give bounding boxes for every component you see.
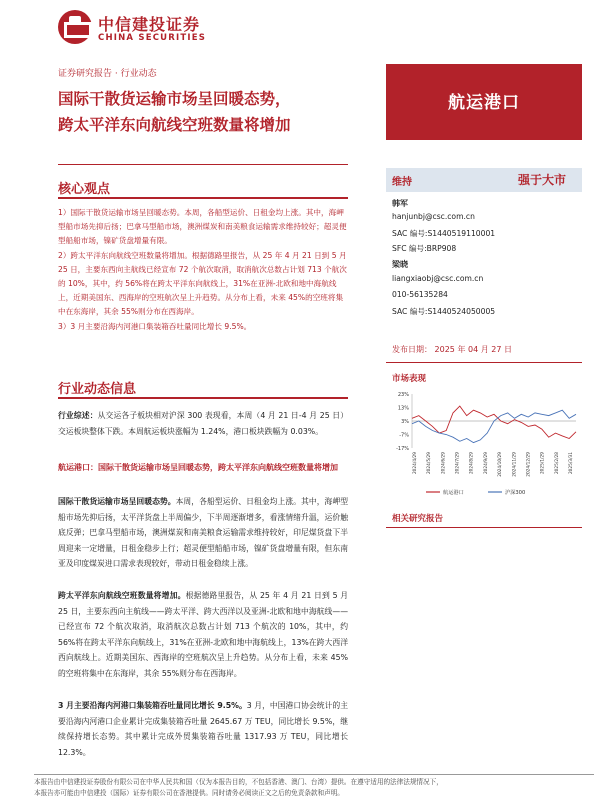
title-divider: [58, 164, 348, 165]
core-point-2: 2）跨太平洋东向航线空班数量将增加。根据德路里报告，从 25 年 4 月 21 日到 5 月 25 日，主要东西向主航线已经宣布 72 个航次取消，取消航次总数占计划 713 个航次的 10%，其中，约 56%将在跨太平洋东向航线上，31%在亚洲-北欧和地中海航线上，近期美国东、西海岸的空班航次呈上升趋势。从分布上看，未来 45%的空班将集中在东海岸，其余 55%则分布在西海岸。: [58, 250, 347, 317]
para3-label: 3 月主要沿海内河港口集装箱吞吐量同比增长 9.5%。: [58, 701, 247, 710]
y-tick-label: 13%: [397, 405, 409, 412]
analyst-1-name: 韩军: [392, 199, 408, 208]
publish-date: 发布日期： 2025 年 04 月 27 日: [392, 345, 512, 354]
x-tick-label: 2024/4/29: [413, 452, 418, 475]
title-line-1: 国际干散货运输市场呈回暖态势，: [58, 90, 291, 108]
series-line-1: [412, 406, 576, 438]
brand-name-cn: 中信建投证券: [98, 15, 201, 34]
y-tick-label: 23%: [397, 392, 409, 398]
y-tick-label: -17%: [396, 446, 409, 452]
core-heading: 核心观点: [58, 182, 111, 197]
para2-text: 根据德路里报告，从 25 年 4 月 21 日到 5 月 25 日，主要东西向主航线——跨太平洋、跨大西洋以及亚洲-北欧和地中海航线——已经宣布 72 个航次取消，取消航次总数占计划 713 个航次的 10%，其中，约 56%将在跨太平洋东向航线上，31%在亚洲-北欧和地中海航线上，13%在跨大西洋西向航线上。近期美国东、西海岸的空班航次呈上升趋势。从分布上看，未来 45%的空班将集中在东海岸，其余 55%则分布在西海岸。: [58, 591, 348, 678]
market-title: 市场表现: [392, 374, 427, 384]
para2-label: 跨太平洋东向航线空班数量将增加。: [58, 591, 186, 600]
related-title: 相关研究报告: [392, 514, 444, 524]
footer-line-1: 本报告由中信建投证券股份有限公司在中华人民共和国（仅为本报告目的，不包括香港、澳门、台湾）提供。在遵守适用的法律法规情况下，: [34, 778, 443, 786]
x-tick-label: 2025/3/31: [569, 452, 574, 475]
x-tick-label: 2024/10/29: [498, 452, 504, 477]
legend-label-2: 沪深300: [505, 490, 526, 496]
core-point-1: 1）国际干散货运输市场呈回暖态势。本周，各船型运价、日租金均上涨。其中，海岬型船市场先抑后扬；巴拿马型船市场，澳洲煤炭和南美粮食运输需求维持较好；超灵便型船船市场，镍矿货盘增量有限。: [58, 208, 347, 246]
x-tick-label: 2025/2/28: [554, 452, 560, 475]
x-tick-label: 2025/1/29: [540, 452, 546, 475]
analyst-2-email: liangxiaobj@csc.com.cn: [392, 274, 484, 283]
rating-label: 维持: [392, 177, 412, 188]
x-tick-label: 2024/8/29: [469, 452, 475, 475]
summary-text: 从交运各子板块相对沪深 300 表现看，本周（4 月 21 日-4 月 25 日）交运板块整体下跌。本周航运板块涨幅为 1.24%，港口板块跌幅为 0.03%。: [58, 411, 349, 436]
industry-banner: [386, 64, 582, 140]
series-line-2: [412, 410, 576, 442]
industry-label: 航运港口: [448, 93, 520, 113]
rating-bar: [386, 168, 582, 192]
core-point-3: 3）3 月主要沿海内河港口集装箱吞吐量同比增长 9.5%。: [58, 321, 252, 331]
date-divider: [386, 362, 582, 363]
brand-logo: [58, 10, 218, 48]
analyst-1-sac: SAC 编号:S1440519110001: [392, 229, 496, 238]
x-tick-label: 2024/9/29: [483, 452, 489, 475]
y-tick-label: 3%: [401, 419, 409, 425]
para1-text: 本周，各船型运价、日租金均上涨。其中，海岬型船市场先抑后扬，太平洋货盘上半周偏少，下半周逐渐增多，看涨情绪升温，运价触底反弹；巴拿马型船市场，澳洲煤炭和南美粮食运输需求维持较好，印尼煤货盘下半周迎来一定增量，日租金稳步上行；超灵便型船船市场，镍矿货盘增量有限，但东南亚及印度煤炭进口需求表现较好，带动日租金稳续上涨。: [58, 497, 349, 569]
x-tick-label: 2024/12/29: [526, 452, 532, 477]
summary-paragraph: [58, 408, 348, 439]
news-paragraph-3: [58, 698, 348, 760]
analyst-1-sfc: SFC 编号:BRP908: [392, 244, 457, 253]
x-tick-label: 2024/7/29: [455, 452, 461, 475]
title-line-2: 跨太平洋东向航线空班数量将增加: [58, 116, 291, 134]
x-tick-label: 2024/6/29: [441, 452, 447, 475]
core-divider: [58, 197, 348, 199]
x-tick-label: 2024/11/29: [512, 452, 518, 477]
news-heading: 行业动态信息: [58, 382, 137, 397]
para3-text: 3 月，中国港口协会统计的主要沿海内河港口企业累计完成集装箱吞吐量 2645.67 万 TEU，同比增长 9.5%，继续保持增长态势。其中累计完成外贸集装箱吞吐量 1317.93 万 TEU，同比增长 12.3%。: [58, 701, 348, 757]
market-performance-chart: [386, 388, 582, 498]
footer-line-2: 本报告亦可能由中信建投（国际）证券有限公司在香港提供。同时请务必阅读正文之后的免责条款和声明。: [34, 789, 344, 797]
brand-emblem-icon: [58, 10, 92, 44]
core-points: [58, 206, 348, 334]
report-title: [58, 86, 358, 138]
footer-disclaimer: [34, 777, 594, 799]
para1-label: 国际干散货运输市场呈回暖态势。: [58, 497, 176, 506]
analyst-2-phone: 010-56135284: [392, 290, 448, 299]
rating-value: 强于大市: [517, 173, 566, 187]
news-divider: [58, 397, 348, 399]
x-tick-label: 2024/5/29: [427, 452, 433, 475]
summary-label: 行业综述：: [58, 411, 98, 420]
legend-label-1: 航运港口: [443, 490, 464, 496]
analyst-2-sac: SAC 编号:S1440524050005: [392, 307, 496, 316]
y-tick-label: -7%: [399, 432, 409, 439]
footer-divider: [34, 774, 594, 775]
analyst-1-email: hanjunbj@csc.com.cn: [392, 212, 475, 221]
news-subhead: 航运港口：国际干散货运输市场呈回暖态势，跨太平洋东向航线空班数量将增加: [58, 463, 338, 472]
news-paragraph-1: [58, 494, 348, 572]
analyst-2-name: 梁晓: [392, 260, 408, 269]
report-type: 证券研究报告 · 行业动态: [58, 69, 157, 79]
related-divider: [386, 527, 582, 528]
brand-name-en: CHINA SECURITIES: [98, 33, 207, 43]
news-paragraph-2: [58, 588, 348, 682]
